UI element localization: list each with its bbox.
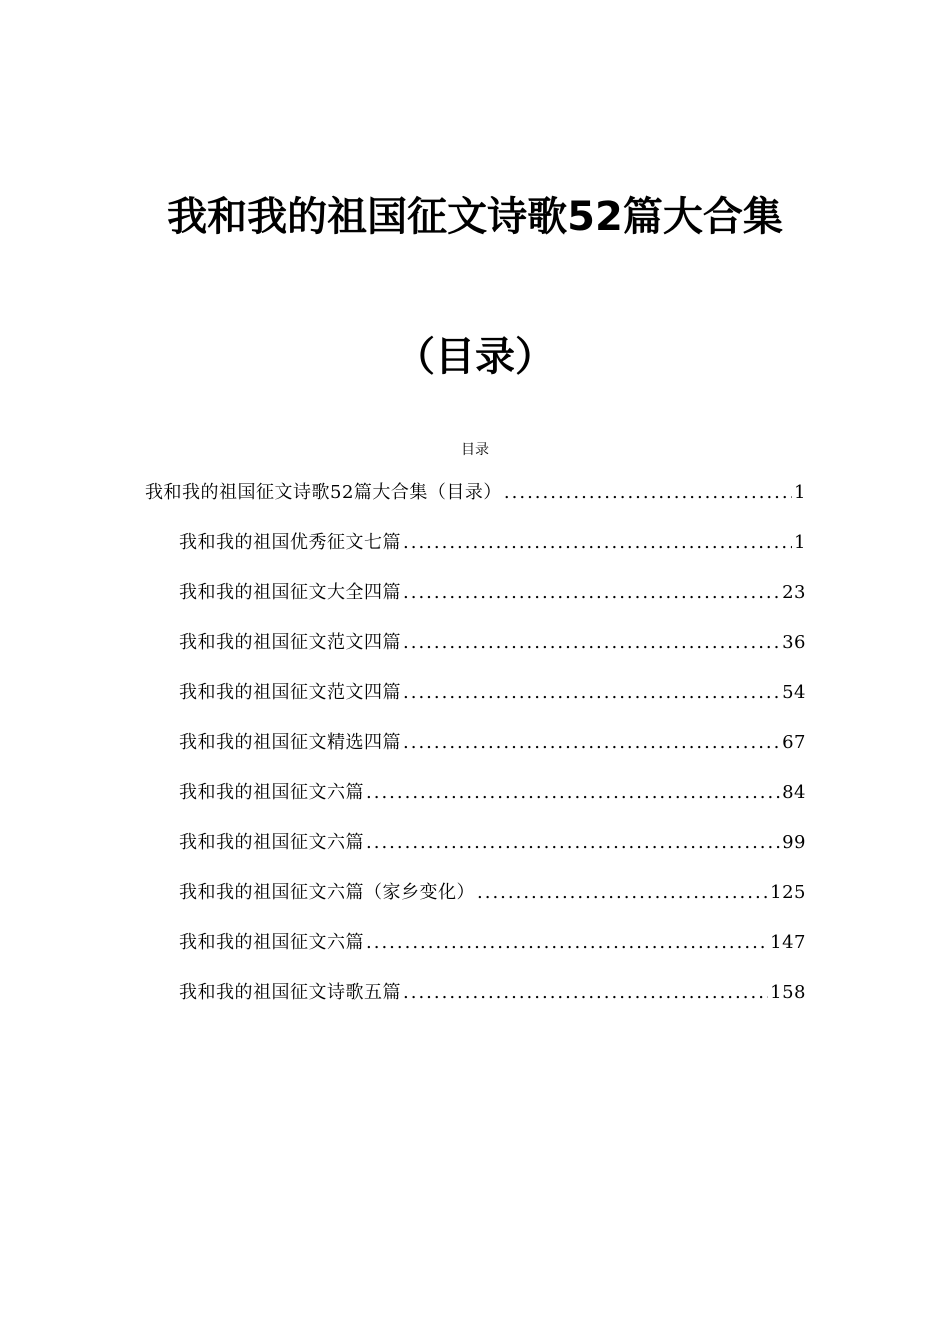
toc-leader-dots	[366, 782, 780, 803]
toc-entry-title: 我和我的祖国征文大全四篇	[179, 582, 401, 603]
toc-entry-title: 我和我的祖国征文六篇	[179, 782, 364, 803]
toc-entry-page-number: 36	[782, 632, 806, 653]
toc-leader-dots	[403, 982, 768, 1003]
toc-leader-dots	[366, 932, 768, 953]
toc-entry-title: 我和我的祖国征文六篇	[179, 932, 364, 953]
document-title: 我和我的祖国征文诗歌52篇大合集	[167, 193, 783, 240]
toc-entry-page-number: 99	[782, 832, 806, 853]
toc-heading: 目录	[461, 442, 489, 458]
table-of-contents	[145, 478, 806, 1028]
toc-entry[interactable]	[145, 678, 806, 728]
toc-entry-title: 我和我的祖国优秀征文七篇	[179, 532, 401, 553]
toc-entry-title: 我和我的祖国征文精选四篇	[179, 732, 401, 753]
toc-entry-page-number: 84	[782, 782, 806, 803]
toc-entry[interactable]	[145, 628, 806, 678]
toc-entry[interactable]	[145, 778, 806, 828]
toc-leader-dots	[403, 632, 780, 653]
toc-entry[interactable]	[145, 478, 806, 528]
toc-leader-dots	[366, 832, 780, 853]
toc-entry-page-number: 1	[794, 532, 806, 553]
toc-entry[interactable]	[145, 878, 806, 928]
toc-entry-page-number: 67	[782, 732, 806, 753]
toc-entry-title: 我和我的祖国征文范文四篇	[179, 682, 401, 703]
toc-leader-dots	[403, 732, 780, 753]
toc-entry[interactable]	[145, 578, 806, 628]
toc-entry[interactable]	[145, 828, 806, 878]
toc-leader-dots	[403, 682, 780, 703]
toc-entry-title: 我和我的祖国征文六篇	[179, 832, 364, 853]
toc-entry-title: 我和我的祖国征文六篇（家乡变化）	[179, 882, 475, 903]
toc-entry-page-number: 1	[794, 482, 806, 503]
toc-entry-title: 我和我的祖国征文诗歌五篇	[179, 982, 401, 1003]
toc-entry-title: 我和我的祖国征文诗歌52篇大合集（目录）	[145, 482, 502, 503]
toc-leader-dots	[403, 582, 780, 603]
toc-entry-page-number: 125	[770, 882, 806, 903]
toc-entry[interactable]	[145, 978, 806, 1028]
toc-entry-page-number: 23	[782, 582, 806, 603]
toc-entry-page-number: 54	[782, 682, 806, 703]
document-subtitle: （目录）	[395, 334, 555, 381]
toc-leader-dots	[477, 882, 768, 903]
toc-entry[interactable]	[145, 728, 806, 778]
toc-leader-dots	[403, 532, 792, 553]
toc-entry-title: 我和我的祖国征文范文四篇	[179, 632, 401, 653]
toc-entry[interactable]	[145, 928, 806, 978]
toc-entry-page-number: 158	[770, 982, 806, 1003]
toc-leader-dots	[504, 482, 792, 503]
toc-entry-page-number: 147	[770, 932, 806, 953]
toc-entry[interactable]	[145, 528, 806, 578]
